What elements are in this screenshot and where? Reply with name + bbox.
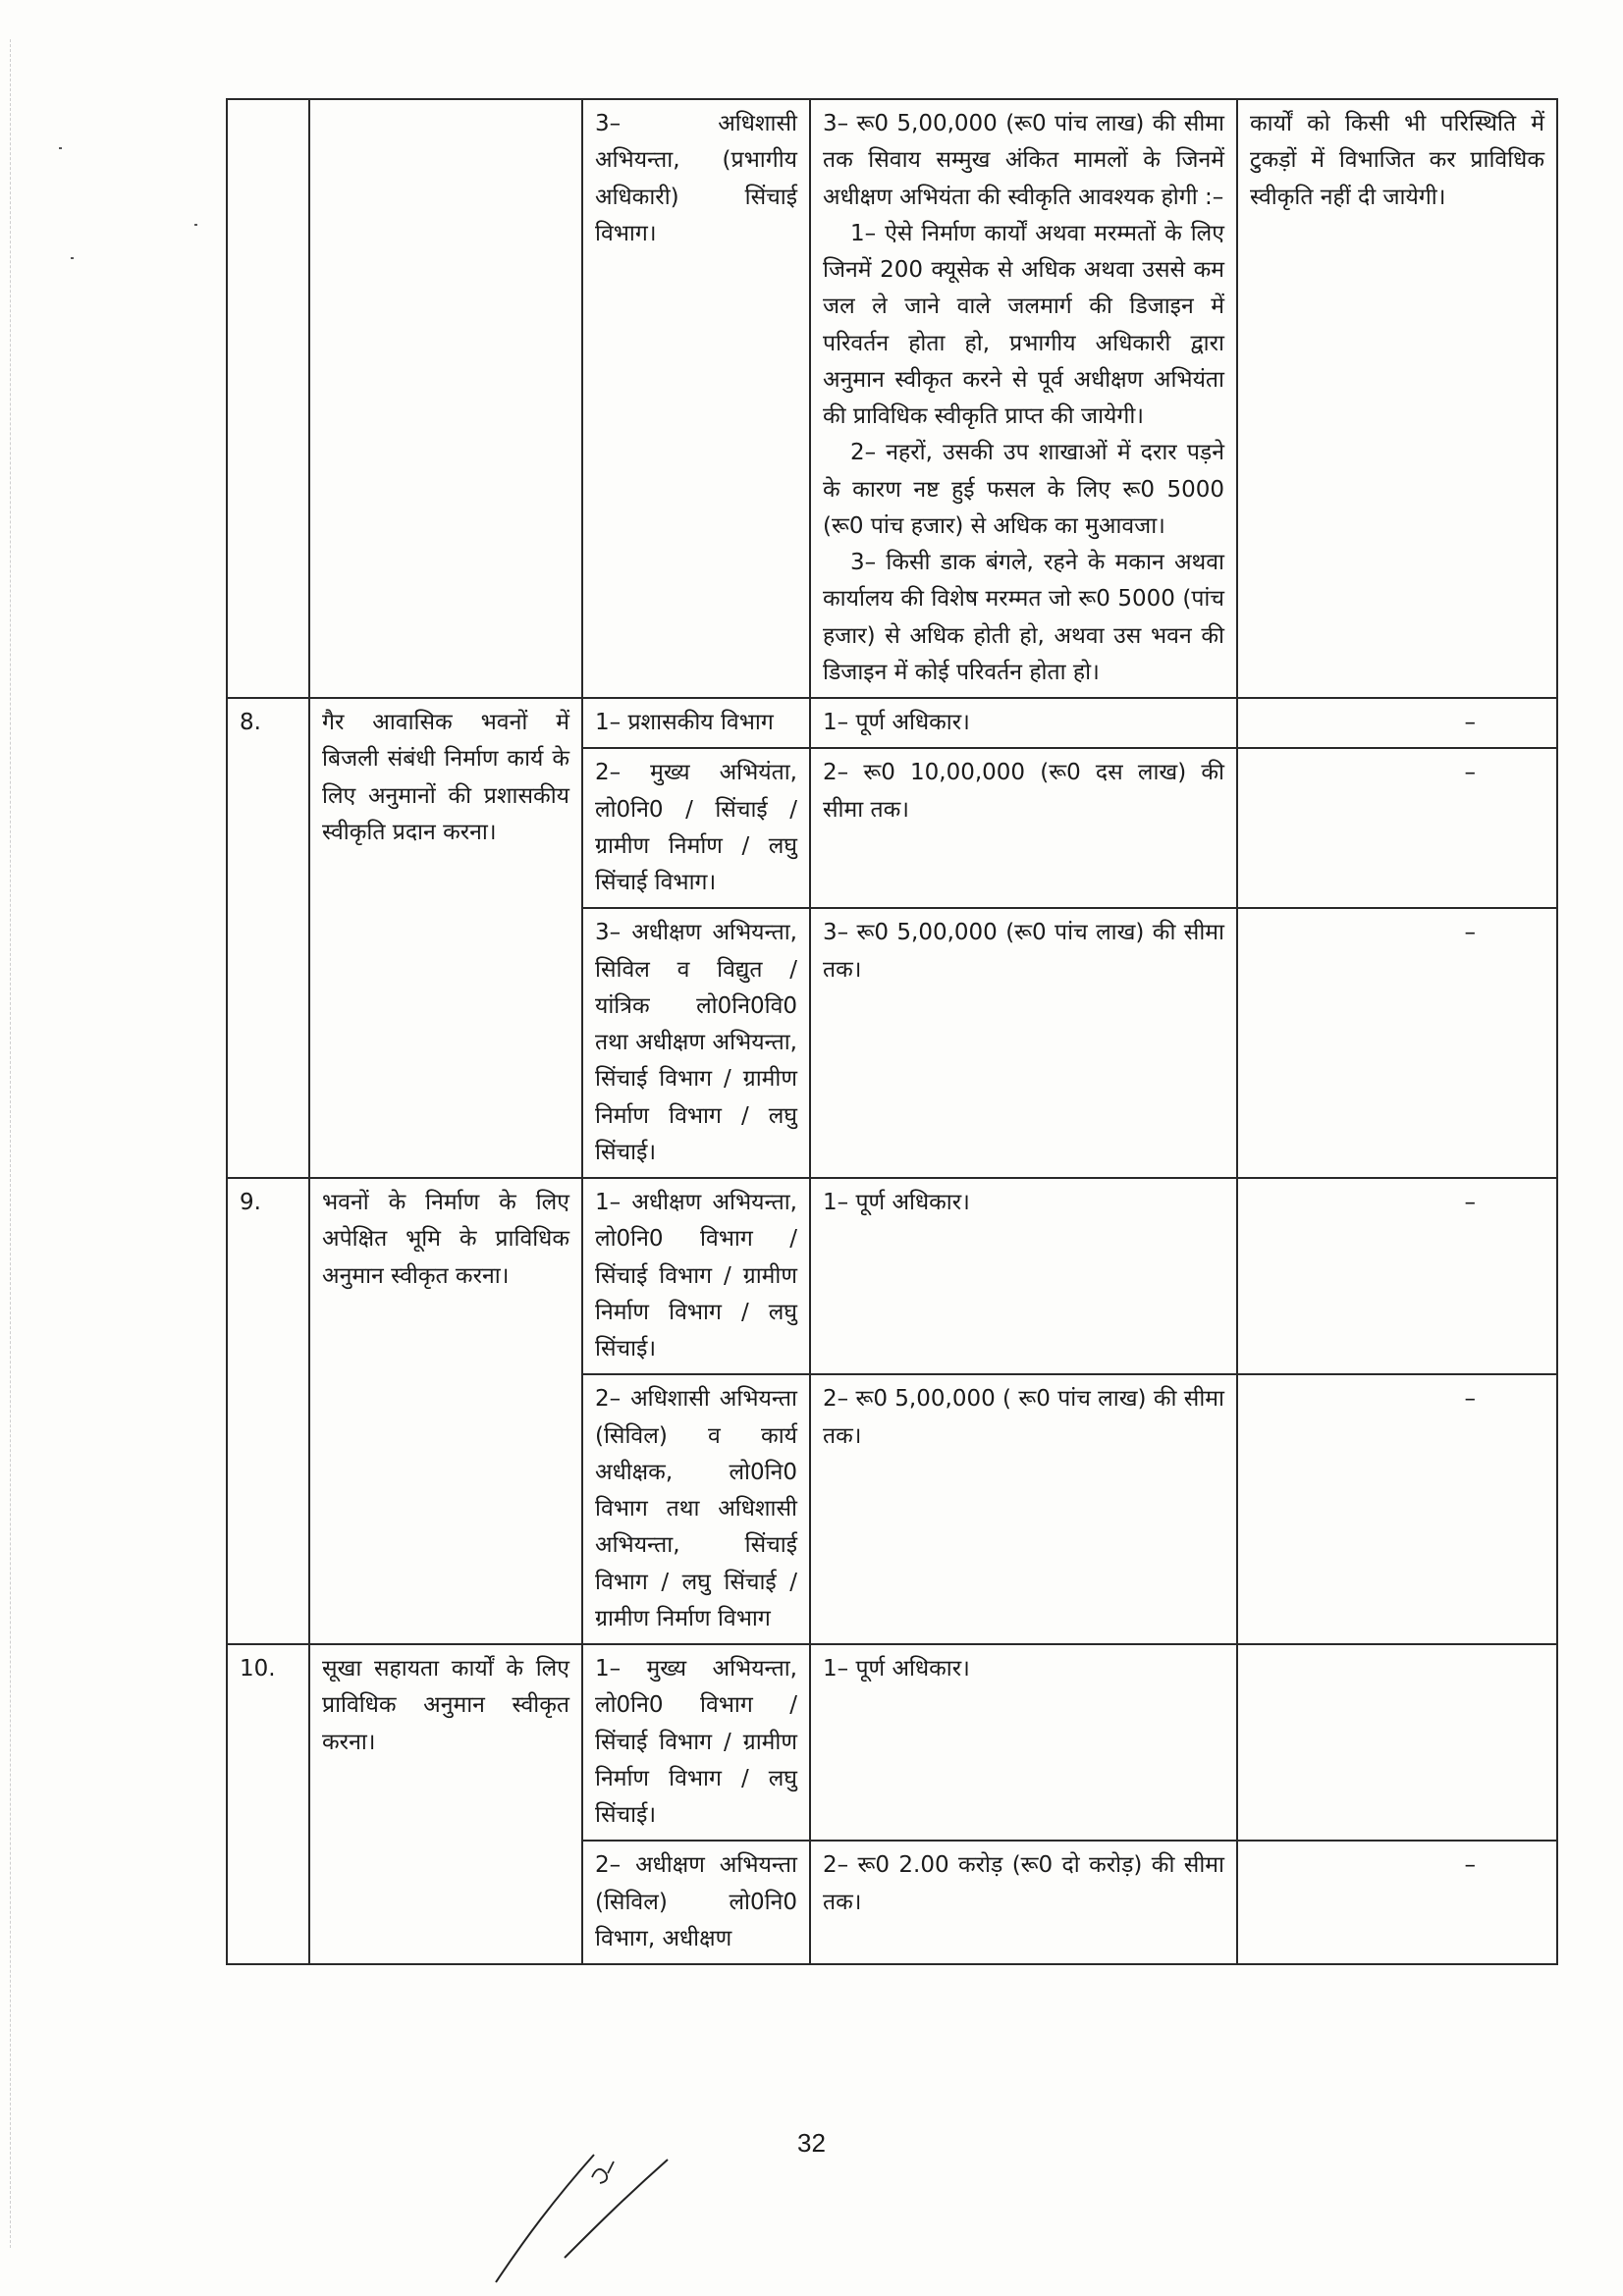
remark-dash: –	[1464, 920, 1476, 946]
table-row	[227, 1178, 1557, 1374]
serial-number: 10.	[240, 1656, 276, 1682]
remark-dash: –	[1464, 710, 1476, 735]
work-text: गैर आवासिक भवनों में बिजली संबंधी निर्माण कार्य के लिए अनुमानों की प्रशासकीय स्वीकृति प्रदान करना।	[322, 710, 569, 845]
authority-text: 1– अधीक्षण अभियन्ता, लो0नि0 विभाग / सिंचाई विभाग / ग्रामीण निर्माण विभाग / लघु सिंचाई।	[595, 1190, 797, 1362]
authority-cell	[582, 1374, 810, 1644]
remark-dash: –	[1464, 1852, 1476, 1879]
handwritten-signature	[486, 2140, 702, 2287]
limit-point: 1– ऐसे निर्माण कार्यों अथवा मरम्मतों के लिए जिनमें 200 क्यूसेक से अधिक अथवा उससे कम जल ले जाने वाले जलमार्ग की डिजाइन में परिवर्तन होता हो, प्रभागीय अधिकारी द्वारा अनुमान स्वीकृत करने से पूर्व अधीक्षण अभियंता की प्राविधिक स्वीकृति प्राप्त की जायेगी।	[823, 220, 1224, 429]
limit-text: 3– रू0 5,00,000 (रू0 पांच लाख) की सीमा तक।	[823, 920, 1224, 983]
remark-cell	[1237, 1178, 1557, 1374]
limit-text: 2– रू0 5,00,000 ( रू0 पांच लाख) की सीमा तक।	[823, 1386, 1224, 1449]
authority-text: 3– अधीक्षण अभियन्ता, सिविल व विद्युत / यांत्रिक लो0नि0वि0 तथा अधीक्षण अभियन्ता, सिंचाई विभाग / ग्रामीण निर्माण विभाग / लघु सिंचाई।	[595, 920, 797, 1165]
limit-cell	[810, 1178, 1237, 1374]
work-cell	[309, 698, 582, 1178]
limit-point: 2– नहरों, उसकी उप शाखाओं में दरार पड़ने के कारण नष्ट हुई फसल के लिए रू0 5000 (रू0 पांच हजार) से अधिक का मुआवजा।	[823, 440, 1224, 539]
limit-cell	[810, 1841, 1237, 1964]
remark-cell	[1237, 748, 1557, 908]
table-row	[227, 99, 1557, 698]
authority-cell	[582, 698, 810, 748]
serial-cell	[227, 698, 309, 1178]
authority-text: 1– प्रशासकीय विभाग	[595, 710, 774, 735]
authority-cell	[582, 1841, 810, 1964]
margin-rule	[10, 39, 11, 2248]
work-cell	[309, 99, 582, 698]
authority-cell	[582, 1644, 810, 1841]
serial-cell	[227, 1644, 309, 1964]
table-row	[227, 698, 1557, 748]
authority-cell	[582, 748, 810, 908]
table-row	[227, 1644, 1557, 1841]
authority-text: 3– अधिशासी अभियन्ता, (प्रभागीय अधिकारी) सिंचाई विभाग।	[595, 111, 797, 246]
limit-cell	[810, 1644, 1237, 1841]
limit-text: 2– रू0 10,00,000 (रू0 दस लाख) की सीमा तक।	[823, 760, 1224, 823]
page-number: 32	[797, 2128, 826, 2158]
scan-speck	[59, 147, 62, 149]
work-text: भवनों के निर्माण के लिए अपेक्षित भूमि के प्राविधिक अनुमान स्वीकृत करना।	[322, 1190, 569, 1289]
authority-text: 1– मुख्य अभियन्ता, लो0नि0 विभाग / सिंचाई विभाग / ग्रामीण निर्माण विभाग / लघु सिंचाई।	[595, 1656, 797, 1828]
work-text: सूखा सहायता कार्यों के लिए प्राविधिक अनुमान स्वीकृत करना।	[322, 1656, 569, 1755]
authority-cell	[582, 1178, 810, 1374]
remark-cell	[1237, 1841, 1557, 1964]
work-cell	[309, 1178, 582, 1644]
scan-speck	[71, 257, 74, 259]
authority-text: 2– अधिशासी अभियन्ता (सिविल) व कार्य अधीक्षक, लो0नि0 विभाग तथा अधिशासी अभियन्ता, सिंचाई विभाग / लघु सिंचाई / ग्रामीण निर्माण विभाग	[595, 1386, 797, 1631]
limit-cell	[810, 99, 1237, 698]
remark-cell	[1237, 908, 1557, 1178]
authority-cell	[582, 908, 810, 1178]
limit-text: 2– रू0 2.00 करोड़ (रू0 दो करोड़) की सीमा तक।	[823, 1852, 1224, 1915]
delegation-table	[226, 98, 1558, 1965]
limit-text: 1– पूर्ण अधिकार।	[823, 1190, 970, 1215]
serial-number: 9.	[240, 1190, 261, 1215]
work-cell	[309, 1644, 582, 1964]
remark-cell	[1237, 698, 1557, 748]
remark-text: कार्यों को किसी भी परिस्थिति में टुकड़ों में विभाजित कर प्राविधिक स्वीकृति नहीं दी जायेगी।	[1250, 111, 1544, 210]
limit-cell	[810, 1374, 1237, 1644]
serial-number: 8.	[240, 710, 261, 735]
serial-cell	[227, 1178, 309, 1644]
limit-text: 1– पूर्ण अधिकार।	[823, 710, 970, 735]
remark-dash: –	[1464, 1190, 1476, 1215]
serial-cell	[227, 99, 309, 698]
remark-cell	[1237, 99, 1557, 698]
authority-text: 2– अधीक्षण अभियन्ता (सिविल) लो0नि0 विभाग, अधीक्षण	[595, 1852, 797, 1951]
limit-text: 1– पूर्ण अधिकार।	[823, 1656, 970, 1682]
limit-cell	[810, 908, 1237, 1178]
limit-point: 3– किसी डाक बंगले, रहने के मकान अथवा कार्यालय की विशेष मरम्मत जो रू0 5000 (पांच हजार) से अधिक होती हो, अथवा उस भवन की डिजाइन में कोई परिवर्तन होता हो।	[823, 550, 1224, 685]
limit-text: 3– रू0 5,00,000 (रू0 पांच लाख) की सीमा तक सिवाय सम्मुख अंकित मामलों के जिनमें अधीक्षण अभियंता की स्वीकृति आवश्यक होगी :–	[823, 111, 1224, 210]
remark-cell	[1237, 1374, 1557, 1644]
authority-cell	[582, 99, 810, 698]
limit-cell	[810, 748, 1237, 908]
limit-cell	[810, 698, 1237, 748]
remark-dash: –	[1464, 760, 1476, 786]
scan-speck	[194, 224, 197, 226]
remark-cell	[1237, 1644, 1557, 1841]
authority-text: 2– मुख्य अभियंता, लो0नि0 / सिंचाई / ग्रामीण निर्माण / लघु सिंचाई विभाग।	[595, 760, 797, 895]
remark-dash: –	[1464, 1386, 1476, 1413]
